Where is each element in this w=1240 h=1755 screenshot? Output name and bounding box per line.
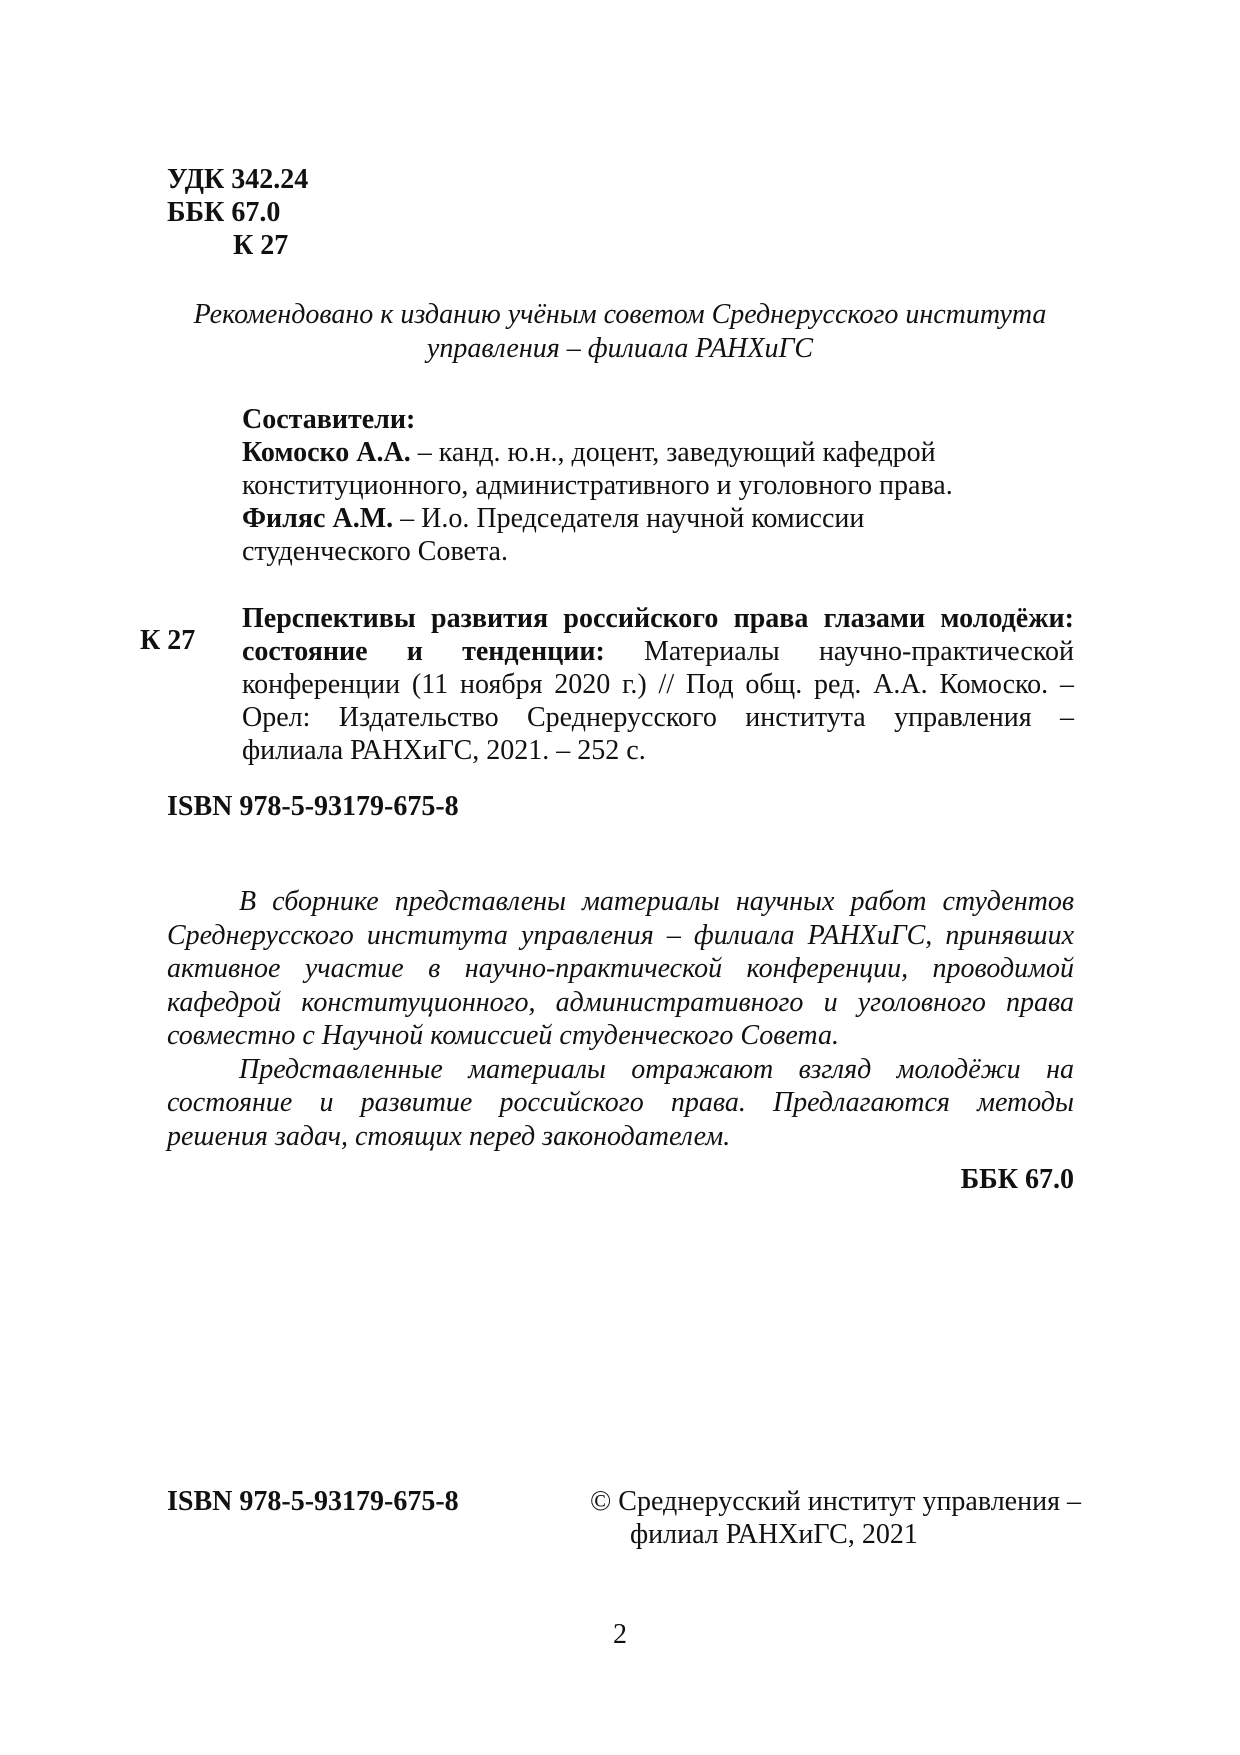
abstract-p1-line-1: В сборнике представлены материалы научных работ студентов — [239, 886, 1074, 917]
compiler-2 — [242, 502, 1102, 535]
compiler-1-name: Комоско А.А. — [242, 437, 411, 468]
abstract-p1-line-5: совместно с Научной комиссией студенческого Совета. — [167, 1020, 839, 1051]
compiler-1-desc-cont: конституционного, административного и уголовного права. — [242, 470, 953, 501]
abstract-p1-line-3: активное участие в научно-практической конференции, проводимой — [167, 953, 1074, 984]
bbk-code-bottom: ББК 67.0 — [960, 1164, 1074, 1195]
recommendation-line-2: управления – филиала РАНХиГС — [426, 333, 814, 364]
compiler-2-desc-cont: студенческого Совета. — [242, 536, 508, 567]
entry-title-line-2: состояние и тенденции: — [242, 636, 605, 667]
abstract-p2-line-1: Представленные материалы отражают взгляд молодёжи на — [239, 1053, 1074, 1085]
abstract — [167, 885, 1074, 1153]
recommendation-note — [140, 298, 1100, 366]
entry-line-2 — [242, 635, 1074, 668]
compiler-1 — [242, 436, 1102, 469]
page-number: 2 — [613, 1619, 627, 1650]
entry-rest-line-2: Материалы научно-практической — [604, 636, 1074, 667]
abstract-p1-line-4: кафедрой конституционного, административного и уголовного права — [167, 986, 1074, 1018]
abstract-p2-line-2: состояние и развитие российского права. Предлагаются методы — [167, 1087, 1074, 1118]
bbk-code: ББК 67.0 — [167, 197, 281, 228]
entry-line-4: Орел: Издательство Среднерусского института управления – — [242, 702, 1074, 733]
entry-margin-code: К 27 — [140, 625, 196, 656]
abstract-p2-line-3: решения задач, стоящих перед законодателем. — [167, 1120, 731, 1152]
recommendation-line-1: Рекомендовано к изданию учёным советом Среднерусского института — [193, 299, 1047, 330]
udk-code: УДК 342.24 — [167, 164, 309, 195]
compiler-2-desc: – И.о. Председателя научной комиссии — [393, 503, 865, 534]
author-mark: К 27 — [233, 230, 289, 261]
classification-block — [167, 163, 308, 262]
abstract-p1-line-2: Среднерусского института управления – филиала РАНХиГС, принявших — [167, 919, 1074, 951]
compilers-heading: Составители: — [242, 404, 416, 435]
footer-copyright — [590, 1485, 1081, 1551]
compiler-1-desc: – канд. ю.н., доцент, заведующий кафедрой — [410, 437, 936, 468]
copyright-line-1: © Среднерусский институт управления – — [590, 1486, 1081, 1517]
bibliographic-entry — [242, 602, 1074, 767]
footer-isbn: ISBN 978-5-93179-675-8 — [167, 1486, 459, 1517]
copyright-line-2: филиал РАНХиГС, 2021 — [630, 1519, 918, 1550]
entry-line-5: филиала РАНХиГС, 2021. – 252 с. — [242, 735, 646, 766]
entry-line-3: конференции (11 ноября 2020 г.) // Под общ. ред. А.А. Комоско. – — [242, 669, 1074, 700]
entry-title-line-1: Перспективы развития российского права глазами молодёжи: — [242, 603, 1074, 634]
compiler-2-name: Филяс А.М. — [242, 503, 394, 534]
isbn: ISBN 978-5-93179-675-8 — [167, 791, 459, 822]
compilers-block — [242, 403, 1102, 568]
